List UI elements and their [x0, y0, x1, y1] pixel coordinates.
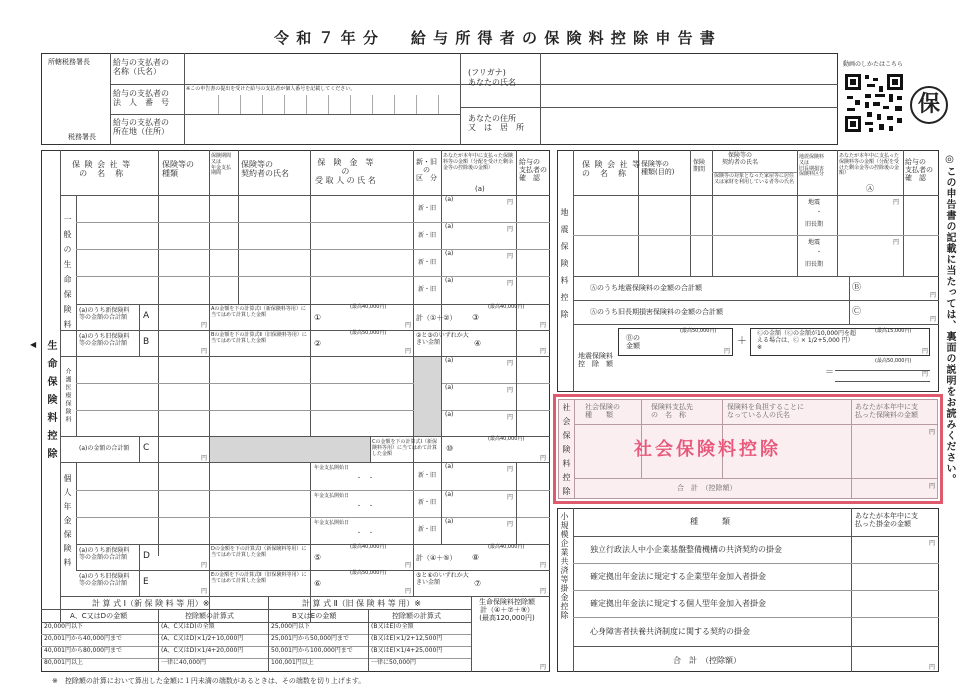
- eq-col-company: 保 険 会 社 等 の 名 称: [582, 160, 642, 179]
- life-B-label: (a)のうち旧保険料 等の金額の合計額: [79, 333, 130, 347]
- life-A-label: (a)のうち新保険料 等の金額の合計額: [79, 307, 130, 321]
- yen-unit: 円: [540, 664, 547, 671]
- calc-old-note: Bの金額を下の計算式Ⅱ（旧保険料等用）に当てはめて計算した金額: [211, 332, 307, 344]
- eq-c-calc-label: Ⓒの金額（Ⓒの金額が10,000円を超える場合は、Ⓒ × 1/2+5,000 円）※: [757, 330, 856, 351]
- life-A-mark: A: [143, 311, 150, 321]
- life-D-mark: D: [143, 551, 150, 561]
- formula-cell: (B又はE)の全額: [371, 623, 414, 630]
- sum-4-5: 計（④＋⑤）: [416, 554, 457, 562]
- yen-unit: 円: [405, 348, 412, 355]
- a-mark: (a): [445, 250, 454, 257]
- yen-unit: 円: [507, 199, 514, 206]
- yen-unit: 円: [930, 292, 937, 299]
- yen-unit: 円: [929, 429, 936, 436]
- a-mark: (a): [445, 518, 454, 525]
- pension-newold-2[interactable]: 新・旧: [418, 499, 437, 506]
- max-note: (最高50,000円): [680, 328, 717, 334]
- yen-unit: 円: [922, 371, 929, 378]
- a-mark: (a): [445, 277, 454, 284]
- a-mark: (a): [445, 223, 454, 230]
- eq-col-kind: 保険等の 種類(目的): [641, 160, 675, 177]
- eq-row2-quake[interactable]: 地震: [808, 239, 821, 246]
- circle-6: ⑥: [314, 579, 322, 588]
- life-D-label: (a)のうち新保険料 等の金額の合計額: [79, 547, 130, 561]
- your-name-input[interactable]: [541, 85, 837, 107]
- payer-number-note: ※この申告書の提出を受けた給与の支払者が個人番号を記載してください。: [186, 86, 356, 92]
- formula-cell: 一律に50,000円: [371, 659, 416, 666]
- pension-start-label: 年金支払開始日: [314, 520, 350, 526]
- formula-h-deduct2: 控除額の計算式: [392, 612, 441, 620]
- yen-unit: 円: [405, 322, 412, 329]
- pension-newold-3[interactable]: 新・旧: [418, 526, 437, 533]
- eq-row1-old[interactable]: 旧長期: [805, 221, 824, 228]
- sum-1-2: 計（①＋②）: [416, 314, 457, 322]
- max-note: (最高40,000円): [488, 544, 525, 550]
- payer-name-label: 給与の支払者の 名称（氏名）: [113, 58, 169, 77]
- social-col-payee: 保険料支払先 の 名 称: [651, 403, 693, 420]
- care-gray-block: [210, 437, 370, 462]
- formula-cell: 50,001円から100,000円まで: [271, 647, 353, 654]
- date-dots: ・ ・: [356, 475, 375, 482]
- circle-1: ①: [314, 313, 322, 322]
- max-note: (最高15,000円): [875, 328, 912, 334]
- social-col-paid: あなたが本年中に支 払った保険料の金額: [855, 403, 918, 420]
- formula-h-amount2: B又はEの金額: [292, 612, 337, 620]
- yen-unit: 円: [893, 239, 900, 246]
- formula-cell: 100,001円以上: [271, 659, 314, 666]
- life-general-label: 一般の生命保険料: [63, 215, 72, 335]
- yen-unit: 円: [929, 483, 936, 490]
- yen-unit: 円: [201, 562, 208, 569]
- life-C-label: (a)の金額の合計額: [79, 445, 130, 452]
- circle-10: ⑩: [446, 444, 454, 453]
- eq-b-amount-label: Ⓑの 金額: [626, 334, 640, 351]
- smallbiz-row-2: 確定拠出年金法に規定する企業型年金加入者掛金: [590, 572, 766, 581]
- formula-cell: 80,001円以上: [44, 659, 83, 666]
- life-col-contractor: 保険等の 契約者の氏名: [241, 160, 289, 179]
- equals-sign: ＝: [825, 368, 835, 378]
- life-B-mark: B: [143, 337, 150, 347]
- yen-unit: 円: [922, 348, 929, 355]
- a-mark: (a): [445, 411, 454, 418]
- calc-pnew-note: Dの金額を下の計算式Ⅰ（新保険料等用）に当てはめて計算した金額: [211, 546, 307, 558]
- yen-unit: 円: [540, 455, 547, 462]
- life-insurance-section: [41, 150, 550, 672]
- life-col-recipient: 保 険 金 等 の 受 取 人 の 氏 名: [315, 158, 376, 186]
- formula-cell: 25,001円から50,000円まで: [271, 635, 349, 642]
- formula-cell: (B又はE)×1/2+12,500円: [371, 635, 443, 642]
- formula-h-deduct1: 控除額の計算式: [185, 612, 234, 620]
- smallbiz-total-label: 合 計 （控除額）: [673, 656, 741, 665]
- page-title: 令 和 ７ 年 分 給 与 所 得 者 の 保 険 料 控 除 申 告 書: [274, 29, 716, 47]
- yen-unit: 円: [405, 562, 412, 569]
- life-col-premium-a: (a): [475, 185, 485, 193]
- eq-total-label: 地震保険料 控 除 額: [578, 352, 613, 369]
- max-note: (最高40,000円): [350, 544, 387, 550]
- eq-row2-old[interactable]: 旧長期: [805, 261, 824, 268]
- pension-start-label: 年金支払開始日: [314, 465, 350, 471]
- circle-7: ⑦: [474, 579, 482, 588]
- yen-unit: 円: [540, 562, 547, 569]
- your-address-label: あなたの住所 又 は 居 所: [468, 114, 524, 133]
- eq-col-period: 保険 期間: [693, 159, 706, 173]
- yen-unit: 円: [405, 588, 412, 595]
- life-general-newold-4[interactable]: 新・旧: [418, 286, 437, 293]
- yen-unit: 円: [201, 322, 208, 329]
- date-dots: ・ ・: [356, 530, 375, 537]
- formula-cell: 40,001円から80,000円まで: [44, 647, 122, 654]
- yen-unit: 円: [507, 521, 514, 528]
- yen-unit: 円: [507, 387, 514, 394]
- a-mark: (a): [445, 463, 454, 470]
- life-col-payer: 給与の 支払者の 確 認: [519, 158, 547, 183]
- a-mark: (a): [445, 384, 454, 391]
- larger-2-3: ②と③のいずれか大きい金額: [416, 332, 469, 346]
- life-col-premium: あなたが本年中に支払った保険料等の金額（分配を受けた剰余金等の控除後の金額）: [443, 153, 514, 171]
- payer-number-cells[interactable]: [196, 95, 460, 114]
- social-label: 社会保険料控除: [562, 403, 571, 501]
- formula-2-title: 計 算 式 Ⅱ（旧 保 険 料 等 用）※: [302, 599, 421, 608]
- life-E-label: (a)のうち旧保険料 等の金額の合計額: [79, 573, 130, 587]
- eq-col-target: 保険等の対象となった家屋等に居住又は家財を利用している者等の氏名: [714, 173, 795, 185]
- tax-office-label: 所轄税務署長: [48, 58, 90, 66]
- yen-unit: 円: [201, 588, 208, 595]
- a-mark: (a): [445, 357, 454, 364]
- payer-number-label: 給与の支払者の 法 人 番 号: [113, 89, 169, 108]
- pension-newold-1[interactable]: 新・旧: [418, 472, 437, 479]
- yen-unit: 円: [540, 348, 547, 355]
- larger-5-6: ⑤と⑥のいずれか大きい金額: [416, 572, 469, 586]
- a-mark: (a): [445, 196, 454, 203]
- yen-unit: 円: [507, 494, 514, 501]
- life-col-period: 保険期間 又は 年金支払 期間: [211, 153, 232, 177]
- plus-sign: ＋: [737, 336, 747, 347]
- earthquake-label: 地震保険料控除: [560, 208, 569, 327]
- footnote: ※ 控除額の計算において算出した金額に１円未満の端数があるときは、その端数を切り上げます。: [52, 677, 366, 685]
- life-col-company: 保 険 会 社 等 の 名 称: [72, 160, 132, 179]
- eq-C-mark: Ⓒ: [852, 307, 862, 317]
- formula-cell: (A、C又はD)の全額: [161, 623, 215, 630]
- your-address-input[interactable]: [541, 108, 837, 144]
- formula-cell: (B又はE)×1/4+25,000円: [371, 647, 443, 654]
- max-note: (最高40,000円): [488, 304, 525, 310]
- yen-unit: 円: [507, 280, 514, 287]
- life-general-newold-1[interactable]: 新・旧: [418, 205, 437, 212]
- yen-unit: 円: [893, 199, 900, 206]
- smallbiz-row-1: 独立行政法人中小企業基盤整備機構の共済契約の掛金: [590, 545, 782, 554]
- formula-cell: (A、C又はD)×1/4+20,000円: [161, 647, 244, 654]
- tax-office-suffix: 税務署長: [68, 133, 96, 141]
- yen-unit: 円: [929, 540, 936, 547]
- max-note: (最高50,000円): [875, 358, 912, 364]
- qr-code-icon[interactable]: [843, 72, 905, 134]
- smallbiz-col-kind: 種 類: [690, 517, 730, 526]
- circle-8: ⑧: [472, 553, 480, 562]
- life-general-newold-3[interactable]: 新・旧: [418, 259, 437, 266]
- yen-unit: 円: [540, 588, 547, 595]
- max-note: (最高50,000円): [350, 330, 387, 336]
- yen-unit: 円: [930, 316, 937, 323]
- pension-start-label: 年金支払開始日: [314, 493, 350, 499]
- formula-cell: (A、C又はD)×1/2+10,000円: [161, 635, 244, 642]
- furigana-label: (フリガナ): [468, 68, 506, 77]
- yen-unit: 円: [724, 348, 731, 355]
- circle-4: ④: [474, 339, 482, 348]
- yen-unit: 円: [507, 360, 514, 367]
- smallbiz-col-paid: あなたが本年中に支 払った掛金の金額: [855, 512, 918, 529]
- yen-unit: 円: [507, 253, 514, 260]
- video-label: 動画のしかたはこちら: [843, 61, 904, 68]
- life-section-label: 生命保険料控除: [45, 340, 56, 466]
- seal-icon: 保: [910, 86, 948, 124]
- circle-5: ⑤: [314, 553, 322, 562]
- eq-col-eqold: 地震保険料 又は 旧長期損害 保険料区分: [799, 154, 825, 178]
- formula-cell: 20,001円から40,000円まで: [44, 635, 122, 642]
- eq-row1-quake[interactable]: 地震: [808, 199, 821, 206]
- life-C-mark: C: [143, 443, 150, 453]
- formula-1-title: 計 算 式 Ⅰ（新 保 険 料 等 用）※: [92, 599, 210, 608]
- social-col-kind: 社会保険の 種 類: [585, 403, 620, 420]
- yen-unit: 円: [540, 322, 547, 329]
- max-note: (最高50,000円): [350, 570, 387, 576]
- yen-unit: 円: [929, 664, 936, 671]
- formula-h-amount1: A、C又はDの金額: [70, 612, 128, 620]
- formula-cell: 一律に40,000円: [161, 659, 206, 666]
- yen-unit: 円: [507, 226, 514, 233]
- yen-unit: 円: [507, 466, 514, 473]
- life-pension-label: 個人年金保険料: [63, 474, 72, 572]
- formula-total-title: 生命保険料控除額 計（④＋⑦＋⑨） (最高120,000円): [479, 598, 535, 623]
- eq-C-label: Ⓐのうち旧長期損害保険料の金額の合計額: [590, 308, 723, 316]
- calc-care-note: Cの金額を下の計算式Ⅰ（新保険料等用）に当てはめて計算した金額: [372, 439, 438, 457]
- formula-cell: 20,000円以下: [44, 623, 83, 630]
- life-col-newold: 新・旧 の 区 分: [416, 158, 437, 183]
- yen-unit: 円: [507, 414, 514, 421]
- life-E-mark: E: [143, 577, 149, 587]
- payer-address-label: 給与の支払者の 所在地（住所）: [113, 118, 169, 137]
- max-note: (最高40,000円): [350, 304, 387, 310]
- social-col-burden: 保険料を負担することに なっている人の氏名: [727, 403, 804, 420]
- life-general-newold-2[interactable]: 新・旧: [418, 232, 437, 239]
- date-dots: ・ ・: [356, 503, 375, 510]
- side-note: ◎この申告書の記載に当たっては、裏面の説明をお読みください。: [944, 154, 955, 485]
- life-col-kind: 保険等の 種類: [162, 160, 194, 179]
- social-total-label: 合 計 （控除額）: [677, 484, 737, 492]
- calc-pold-note: Eの金額を下の計算式Ⅱ（旧保険料等用）に当てはめて計算した金額: [211, 572, 307, 584]
- circle-2: ②: [314, 339, 322, 348]
- eq-col-premium-a: Ⓐ: [866, 184, 874, 193]
- calc-new-note: Aの金額を下の計算式Ⅰ（新保険料等用）に当てはめて計算した金額: [211, 306, 306, 318]
- eq-col-contractor: 保険等の 契約者の氏名: [722, 152, 759, 166]
- eq-B-mark: Ⓑ: [852, 283, 862, 293]
- care-newold-gray: [414, 357, 441, 436]
- small-business-label: 小規模企業共済等掛金控除: [560, 512, 569, 620]
- smallbiz-row-4: 心身障害者扶養共済制度に関する契約の掛金: [590, 627, 750, 636]
- formula-cell: 25,000円以下: [271, 623, 310, 630]
- eq-col-payer: 給与の 支払者の 確 認: [905, 158, 933, 183]
- max-note: (最高40,000円): [488, 436, 525, 442]
- smallbiz-row-3: 確定拠出年金法に規定する個人型年金加入者掛金: [590, 599, 766, 608]
- eq-B-label: Ⓐのうち地震保険料の金額の合計額: [590, 284, 702, 292]
- circle-3: ③: [472, 313, 480, 322]
- a-mark: (a): [445, 491, 454, 498]
- yen-unit: 円: [201, 455, 208, 462]
- social-watermark: 社会保険料控除: [634, 439, 781, 460]
- eq-col-premium: あなたが本年中に支払った保険料等の金額（分配を受けた剰余金等の控除後の金額）: [839, 153, 900, 177]
- life-care-label: 介護医療保険料: [64, 368, 71, 424]
- yen-unit: 円: [201, 348, 208, 355]
- your-name-label: あなたの氏名: [468, 78, 516, 87]
